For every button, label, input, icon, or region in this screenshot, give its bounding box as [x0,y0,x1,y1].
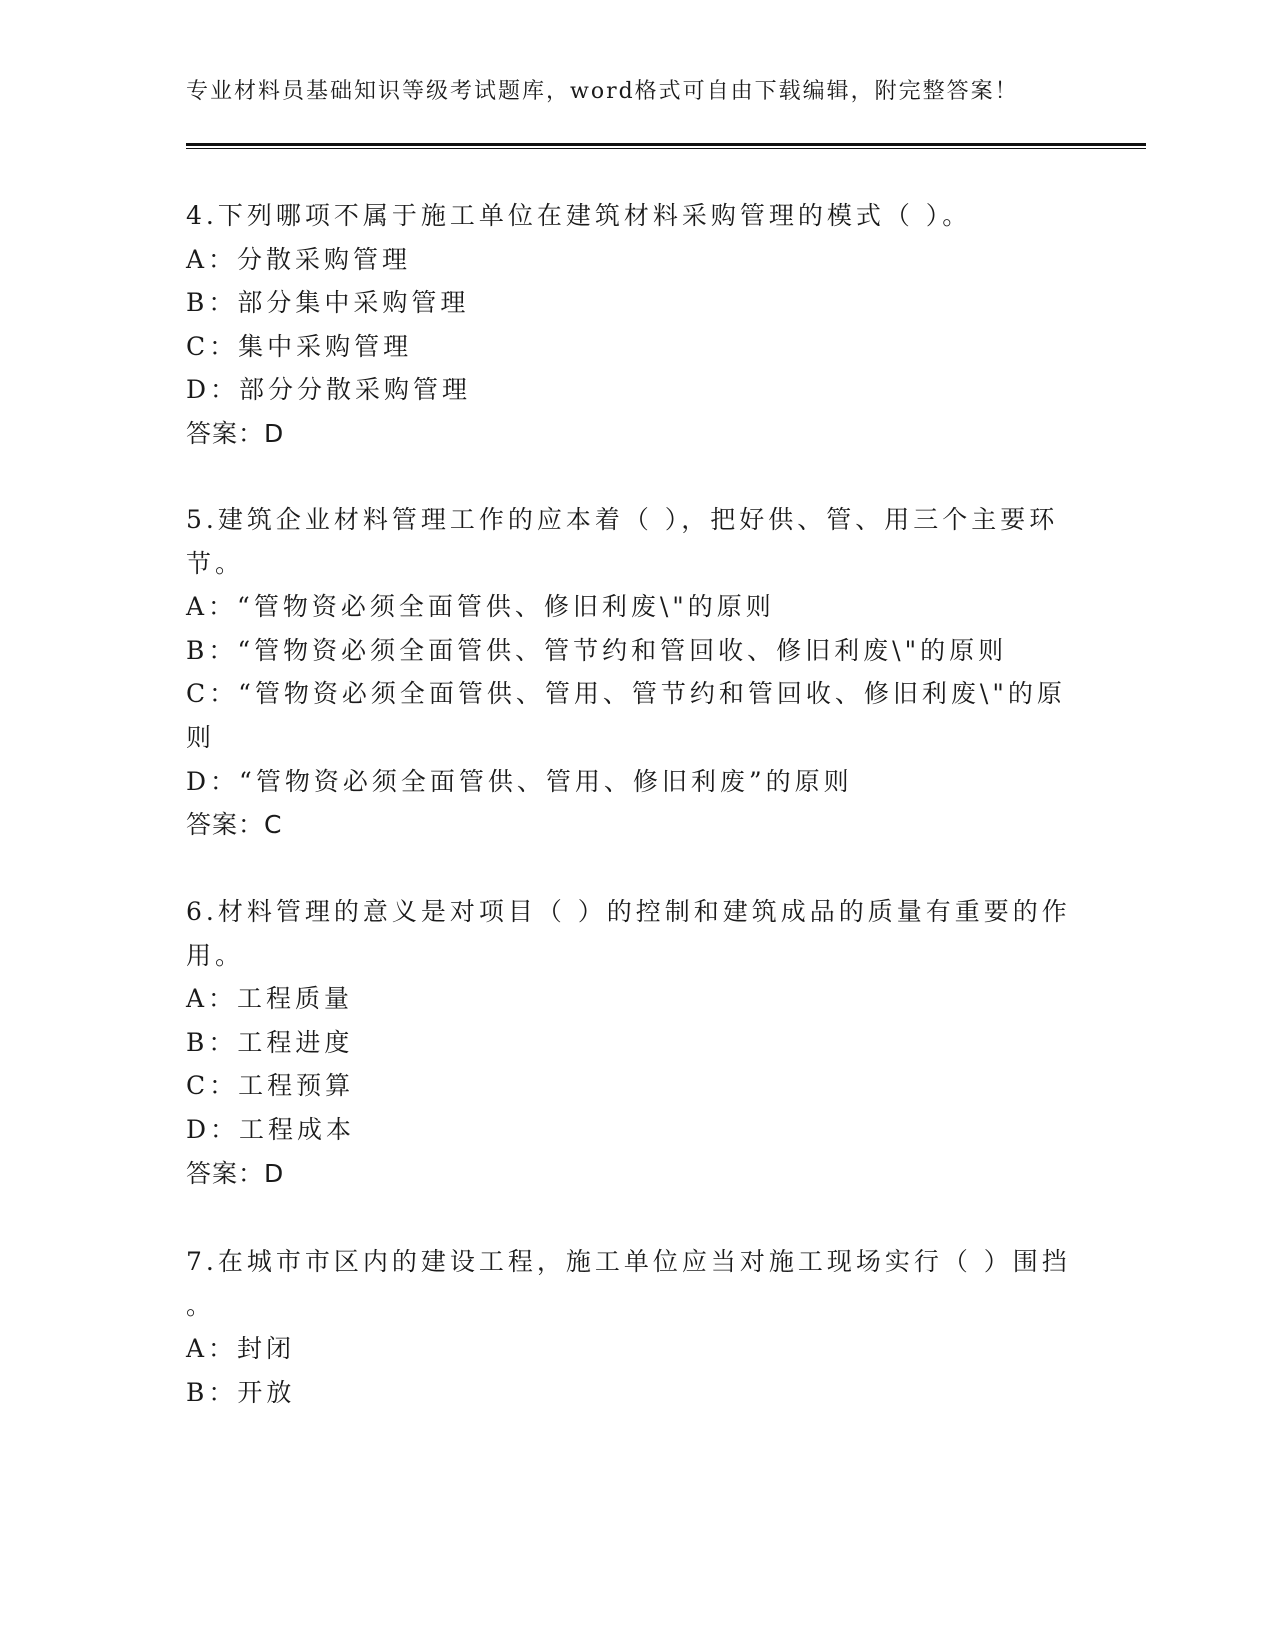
answer-line: 答案：D [186,419,285,448]
answer-line: 答案：D [186,1158,285,1188]
header-rule [186,143,1146,149]
option-text: D：部分分散采购管理 [186,375,472,405]
option-text: C：集中采购管理 [186,331,413,361]
question-stem: 6.材料管理的意义是对项目（ ）的控制和建筑成品的质量有重要的作 [186,897,1071,926]
answer-line: 答案：C [186,810,283,840]
question-stem: 用。 [186,940,245,970]
option-text: D：工程成本 [186,1115,356,1144]
option-text: C：工程预算 [186,1071,355,1101]
question-stem: 7.在城市市区内的建设工程，施工单位应当对施工现场实行（ ）围挡 [186,1247,1071,1276]
option-text: B：开放 [186,1377,296,1407]
question-stem: 节。 [186,548,245,578]
option-text: C：“管物资必须全面管供、管用、管节约和管回收、修旧利废\"的原 [186,679,1066,709]
question-stem: 。 [186,1290,216,1320]
option-text: B：“管物资必须全面管供、管节约和管回收、修旧利废\"的原则 [186,635,1008,665]
question-stem: 5.建筑企业材料管理工作的应本着（ ），把好供、管、用三个主要环 [186,505,1059,534]
option-text: A：工程质量 [186,984,354,1014]
option-text: A：分散采购管理 [186,244,412,274]
option-text: A：封闭 [186,1334,296,1364]
option-text: B：工程进度 [186,1027,354,1057]
question-stem: 4.下列哪项不属于施工单位在建筑材料采购管理的模式（ ）。 [186,201,972,230]
option-text: 则 [186,723,216,752]
page-header: 专业材料员基础知识等级考试题库，word格式可自由下载编辑，附完整答案！ [186,79,1019,104]
option-text: B：部分集中采购管理 [186,288,470,318]
option-text: A：“管物资必须全面管供、修旧利废\"的原则 [186,592,775,622]
option-text: D：“管物资必须全面管供、管用、修旧利废”的原则 [186,766,853,796]
